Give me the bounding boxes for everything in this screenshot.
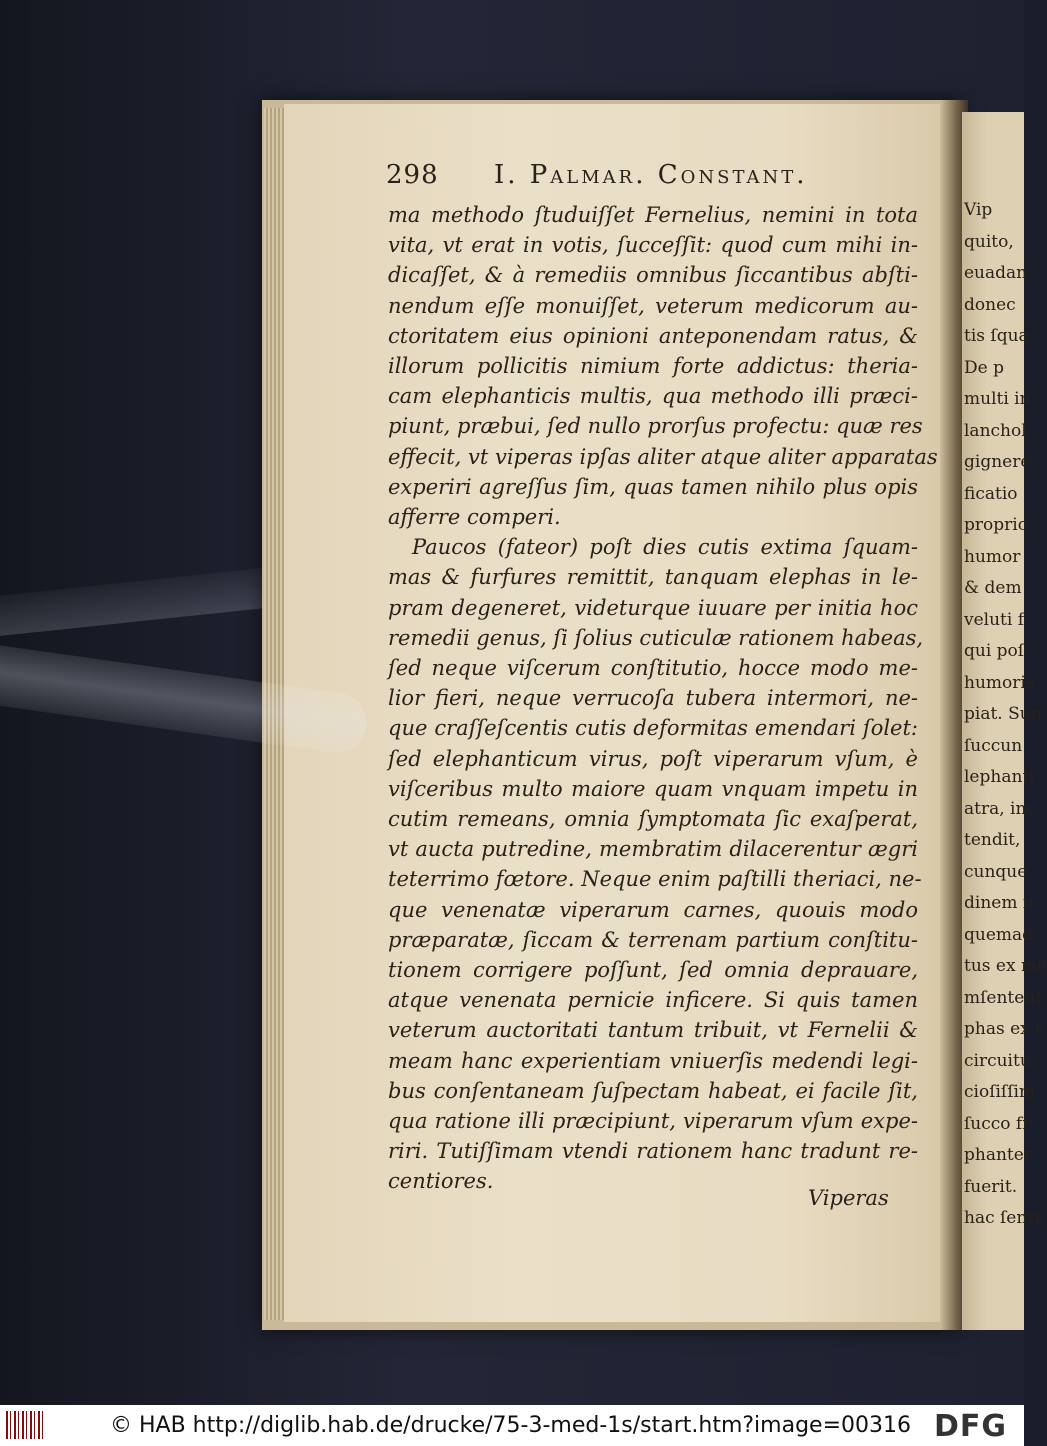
right-page-fragment: euadan	[964, 263, 1028, 283]
right-page-fragment: mſentent	[964, 987, 1043, 1008]
text-line: piunt, præbui, ſed nullo prorſus profectu: quæ res	[388, 414, 923, 439]
text-line: vita, vt erat in votis, ſucceſſit: quod cum mihi in-	[388, 233, 918, 258]
right-page-fragment: humoris	[964, 672, 1035, 693]
right-page-fragment: circuitu	[964, 1050, 1031, 1071]
right-page-fragment: gignere	[964, 452, 1031, 472]
text-line: Paucos (fateor) poſt dies cutis extima ſquam-	[412, 535, 918, 560]
right-page-fragment: tus ex me	[964, 956, 1047, 976]
catchword: Viperas	[808, 1186, 889, 1210]
text-line: centiores.	[388, 1169, 494, 1194]
right-page-fragment: qui poſ	[964, 641, 1025, 661]
text-line: ctoritatem eius opinioni anteponendam ratus, &	[388, 323, 918, 348]
right-page-fragment: lanchol	[964, 420, 1027, 441]
text-line: remedii genus, ſi ſolius cuticulæ rationem habeas,	[388, 625, 924, 650]
right-page-fragment: & dem	[964, 578, 1022, 598]
right-page-fragment: humor	[964, 546, 1021, 567]
right-page-fragment: phanter	[964, 1145, 1032, 1165]
right-page-fragment: ſuccun	[964, 735, 1023, 756]
text-line: effecit, vt viperas ipſas aliter atque aliter apparatas	[388, 444, 938, 469]
right-page-fragment: Vip	[964, 200, 993, 220]
text-line: meam hanc experientiam vniuerſis medendi legi-	[388, 1048, 918, 1073]
right-page-fragment: tis ſqua	[964, 326, 1029, 346]
text-line: teterrimo fœtore. Neque enim paſtilli theriaci, ne-	[388, 867, 922, 892]
text-line: ſed neque viſcerum conſtitutio, hocce modo me-	[388, 656, 918, 680]
running-title: I. Palmar. Constant.	[494, 160, 808, 190]
text-line: vt aucta putredine, membratim dilacerentur ægri	[388, 837, 918, 862]
text-line: tionem corrigere poſſunt, ſed omnia deprauare,	[388, 958, 918, 982]
text-line: viſceribus multo maiore quam vnquam impetu in	[388, 776, 918, 801]
text-line: mas & furfures remittit, tanquam elephas in le-	[388, 565, 918, 590]
text-line: lior fieri, neque verrucoſa tubera intermori, ne-	[388, 686, 918, 711]
right-page-fragment: lephanti	[964, 767, 1035, 787]
right-page-fragment: proprio	[964, 515, 1028, 535]
text-line: præparatæ, ſiccam & terrenam partium conſtitu-	[388, 927, 918, 952]
right-page-fragment: dinem n	[964, 893, 1034, 913]
text-line: atque venenata pernicie inficere. Si quis tamen	[388, 988, 918, 1013]
right-page-fragment: De p	[964, 357, 1004, 378]
right-page-fragment: multi in	[964, 389, 1031, 409]
text-line: veterum auctoritati tantum tribuit, vt Fernelii &	[388, 1018, 918, 1043]
text-line: riri. Tutiſſimam vtendi rationem hanc tradunt re-	[388, 1139, 918, 1164]
page-header	[386, 160, 906, 200]
right-page-fragment: cioſiſſim	[964, 1082, 1036, 1102]
right-page-fragment: atra, inc	[964, 798, 1036, 819]
text-line: bus conſentaneam ſuſpectam habeat, ei facile ſit,	[388, 1078, 918, 1103]
text-line: nendum eſſe monuiſſet, veterum medicorum au-	[388, 293, 918, 318]
text-line: cutim remeans, omnia ſymptomata ſic exaſperat,	[388, 807, 918, 831]
text-line: dicaſſet, & à remediis omnibus ſiccantibus abſti-	[388, 263, 918, 288]
right-page-fragment: veluti f	[964, 609, 1025, 630]
footer-bar	[0, 1405, 1024, 1446]
right-page-fragment: ficatio	[964, 483, 1018, 504]
right-page-fragment: quemad	[964, 924, 1034, 945]
text-line: que craſſeſcentis cutis deformitas emendari ſolet:	[388, 716, 918, 741]
text-line: experiri agreſſus ſim, quas tamen nihilo plus opis	[388, 474, 918, 499]
right-page-fragment: donec	[964, 294, 1016, 315]
right-page-fragment: quito,	[964, 231, 1014, 252]
footer-credit-link[interactable]: © HAB http://diglib.hab.de/drucke/75-3-med-1s/start.htm?image=00316	[110, 1413, 912, 1438]
page-number: 298	[386, 160, 439, 190]
right-page-fragment: piat. Sun	[964, 704, 1042, 724]
right-page-fragment: fuerit.	[964, 1176, 1018, 1197]
text-line: qua ratione illi præcipiunt, viperarum vſum expe-	[388, 1109, 918, 1133]
hab-barcode-logo	[6, 1411, 46, 1439]
right-page	[962, 112, 1047, 1330]
text-line: ma methodo ſtuduiſſet Fernelius, nemini in tota	[388, 203, 918, 227]
right-page-fragment: hac ſenre	[964, 1208, 1046, 1228]
text-line: pram degeneret, videturque iuuare per initia hoc	[388, 595, 918, 620]
text-line: cam elephanticis multis, qua methodo illi præci-	[388, 384, 918, 409]
right-page-fragment: tendit,	[964, 830, 1021, 850]
text-line: illorum pollicitis nimium forte addictus: theria-	[388, 354, 918, 378]
right-page-fragment: phas ex e	[964, 1019, 1046, 1039]
right-page-fragment: cunque	[964, 861, 1028, 882]
text-line: que venenatæ viperarum carnes, quouis modo	[388, 897, 918, 922]
dfg-logo: DFG	[934, 1409, 1008, 1444]
text-line: afferre comperi.	[388, 505, 561, 529]
right-page-fragment: ſucco fr	[964, 1113, 1031, 1134]
text-line: ſed elephanticum virus, poſt viperarum vſum, è	[388, 746, 918, 771]
